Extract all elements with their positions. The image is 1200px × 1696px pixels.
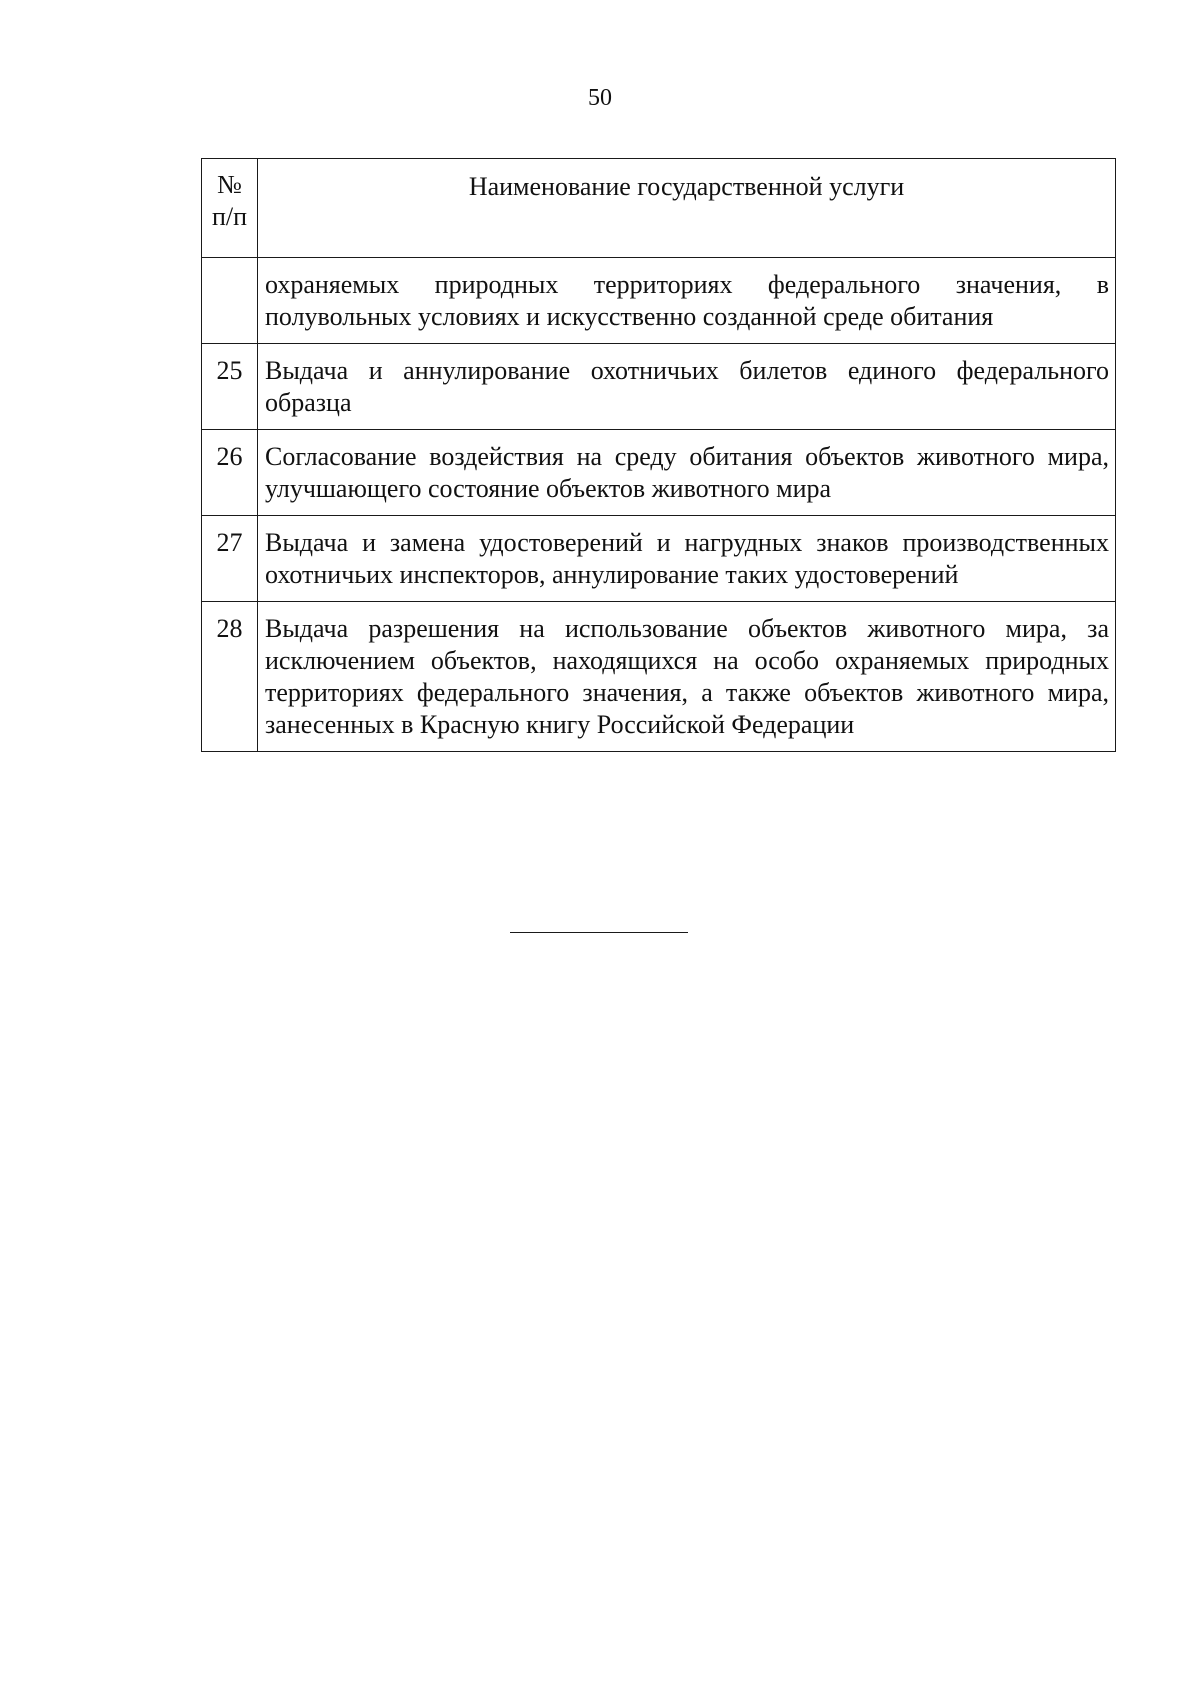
row-number: 26 [202, 430, 258, 516]
table-header-row [202, 159, 1116, 258]
row-number: 28 [202, 602, 258, 752]
header-service-name: Наименование государственной услуги [258, 159, 1116, 258]
table-row [202, 430, 1116, 516]
row-service-name: Выдача и замена удостоверений и нагрудных знаков производственных охотничьих инспекторов, аннулирование таких удостоверений [258, 516, 1116, 602]
end-of-document-rule [510, 932, 688, 933]
header-number: № п/п [202, 159, 258, 258]
row-service-name: Выдача разрешения на использование объектов животного мира, за исключением объектов, находящихся на особо охраняемых природных территориях федерального значения, а также объектов животного мира, занесенных в Красную книгу Российской Федерации [258, 602, 1116, 752]
row-number [202, 258, 258, 344]
table-row [202, 344, 1116, 430]
table-row [202, 258, 1116, 344]
table-row [202, 516, 1116, 602]
services-table [201, 158, 1116, 752]
row-number: 25 [202, 344, 258, 430]
row-service-name: Согласование воздействия на среду обитания объектов животного мира, улучшающего состояние объектов животного мира [258, 430, 1116, 516]
page-number: 50 [588, 85, 612, 111]
row-number: 27 [202, 516, 258, 602]
row-service-name: охраняемых природных территориях федерального значения, в полувольных условиях и искусственно созданной среде обитания [258, 258, 1116, 344]
row-service-name: Выдача и аннулирование охотничьих билетов единого федерального образца [258, 344, 1116, 430]
table-row [202, 602, 1116, 752]
